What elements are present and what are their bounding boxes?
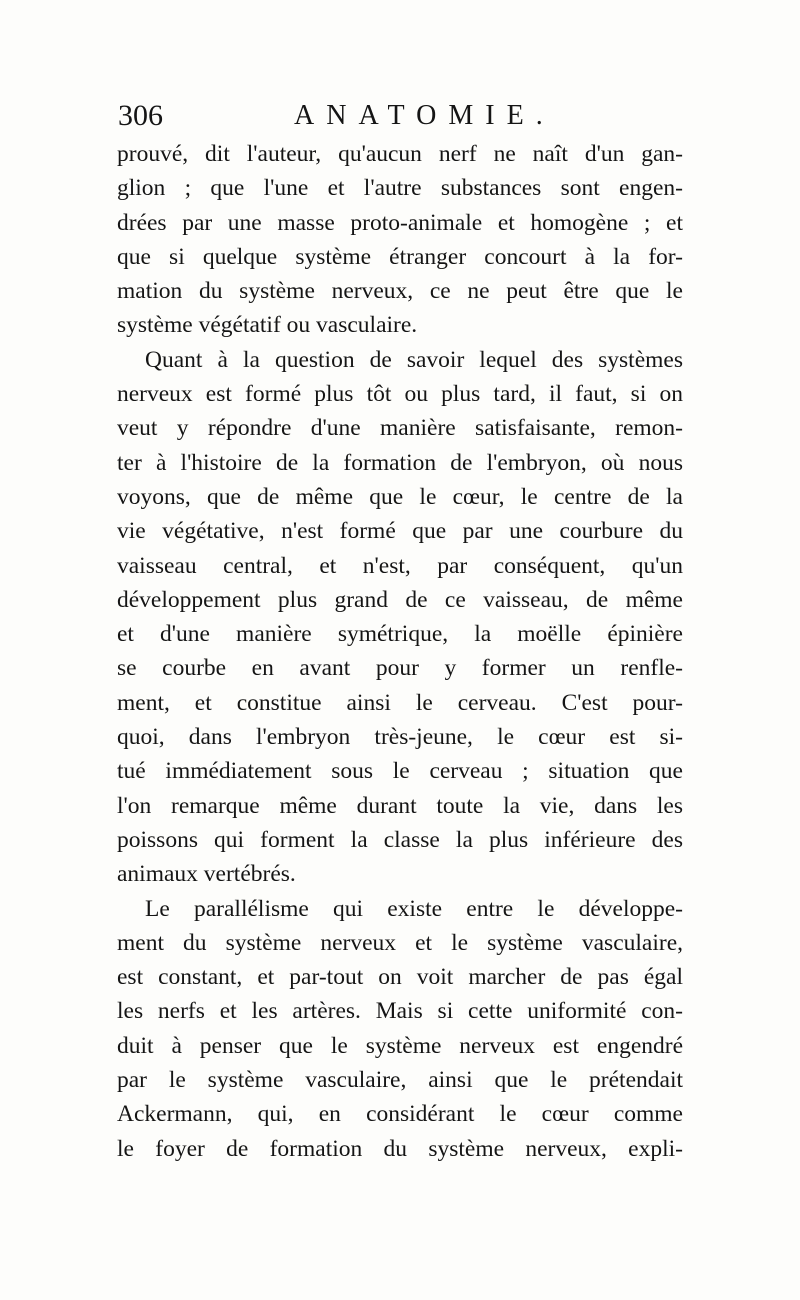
text-line: et d'une manière symétrique, la moëlle épinière (117, 621, 683, 648)
text-line: glion ; que l'une et l'autre substances sont engen- (117, 175, 683, 202)
text-line: duit à penser que le système nerveux est engendré (117, 1032, 683, 1059)
text-line: ter à l'histoire de la formation de l'embryon, où nous (117, 449, 683, 476)
text-line: mation du système nerveux, ce ne peut être que le (117, 278, 683, 305)
page-number: 306 (118, 99, 163, 132)
text-line: animaux vertébrés. (117, 861, 296, 888)
text-line: ment, et constitue ainsi le cerveau. C'est pour- (117, 689, 683, 716)
text-line: vie végétative, n'est formé que par une courbure du (117, 518, 683, 545)
text-line: Ackermann, qui, en considérant le cœur comme (117, 1101, 683, 1128)
text-line: les nerfs et les artères. Mais si cette uniformité con- (117, 998, 683, 1025)
text-line: est constant, et par-tout on voit marcher de pas égal (117, 964, 683, 991)
text-line: Le parallélisme qui existe entre le développe- (145, 895, 683, 922)
running-head: ANATOMIE. (294, 100, 555, 131)
text-line: quoi, dans l'embryon très-jeune, le cœur est si- (117, 724, 683, 751)
text-line: tué immédiatement sous le cerveau ; situation que (117, 758, 683, 785)
text-line: système végétatif ou vasculaire. (117, 312, 418, 339)
text-line: nerveux est formé plus tôt ou plus tard, il faut, si on (117, 381, 683, 408)
text-line: voyons, que de même que le cœur, le centre de la (117, 483, 683, 510)
page-header (118, 96, 718, 136)
text-line: Quant à la question de savoir lequel des systèmes (145, 346, 683, 373)
text-line: par le système vasculaire, ainsi que le prétendait (117, 1067, 683, 1094)
text-line: vaisseau central, et n'est, par conséquent, qu'un (117, 552, 683, 579)
text-line: ment du système nerveux et le système vasculaire, (117, 929, 683, 956)
text-line: prouvé, dit l'auteur, qu'aucun nerf ne naît d'un gan- (117, 141, 683, 167)
text-line: que si quelque système étranger concourt à la for- (117, 243, 683, 270)
text-line: veut y répondre d'une manière satisfaisante, remon- (117, 415, 683, 442)
text-line: drées par une masse proto-animale et homogène ; et (117, 209, 683, 236)
text-line: développement plus grand de ce vaisseau, de même (117, 586, 683, 613)
text-line: le foyer de formation du système nerveux, expli- (117, 1135, 683, 1162)
text-line: poissons qui forment la classe la plus inférieure des (117, 826, 683, 853)
text-line: se courbe en avant pour y former un renfle- (117, 655, 683, 682)
text-line: l'on remarque même durant toute la vie, dans les (117, 792, 683, 819)
body-text (117, 137, 683, 1166)
